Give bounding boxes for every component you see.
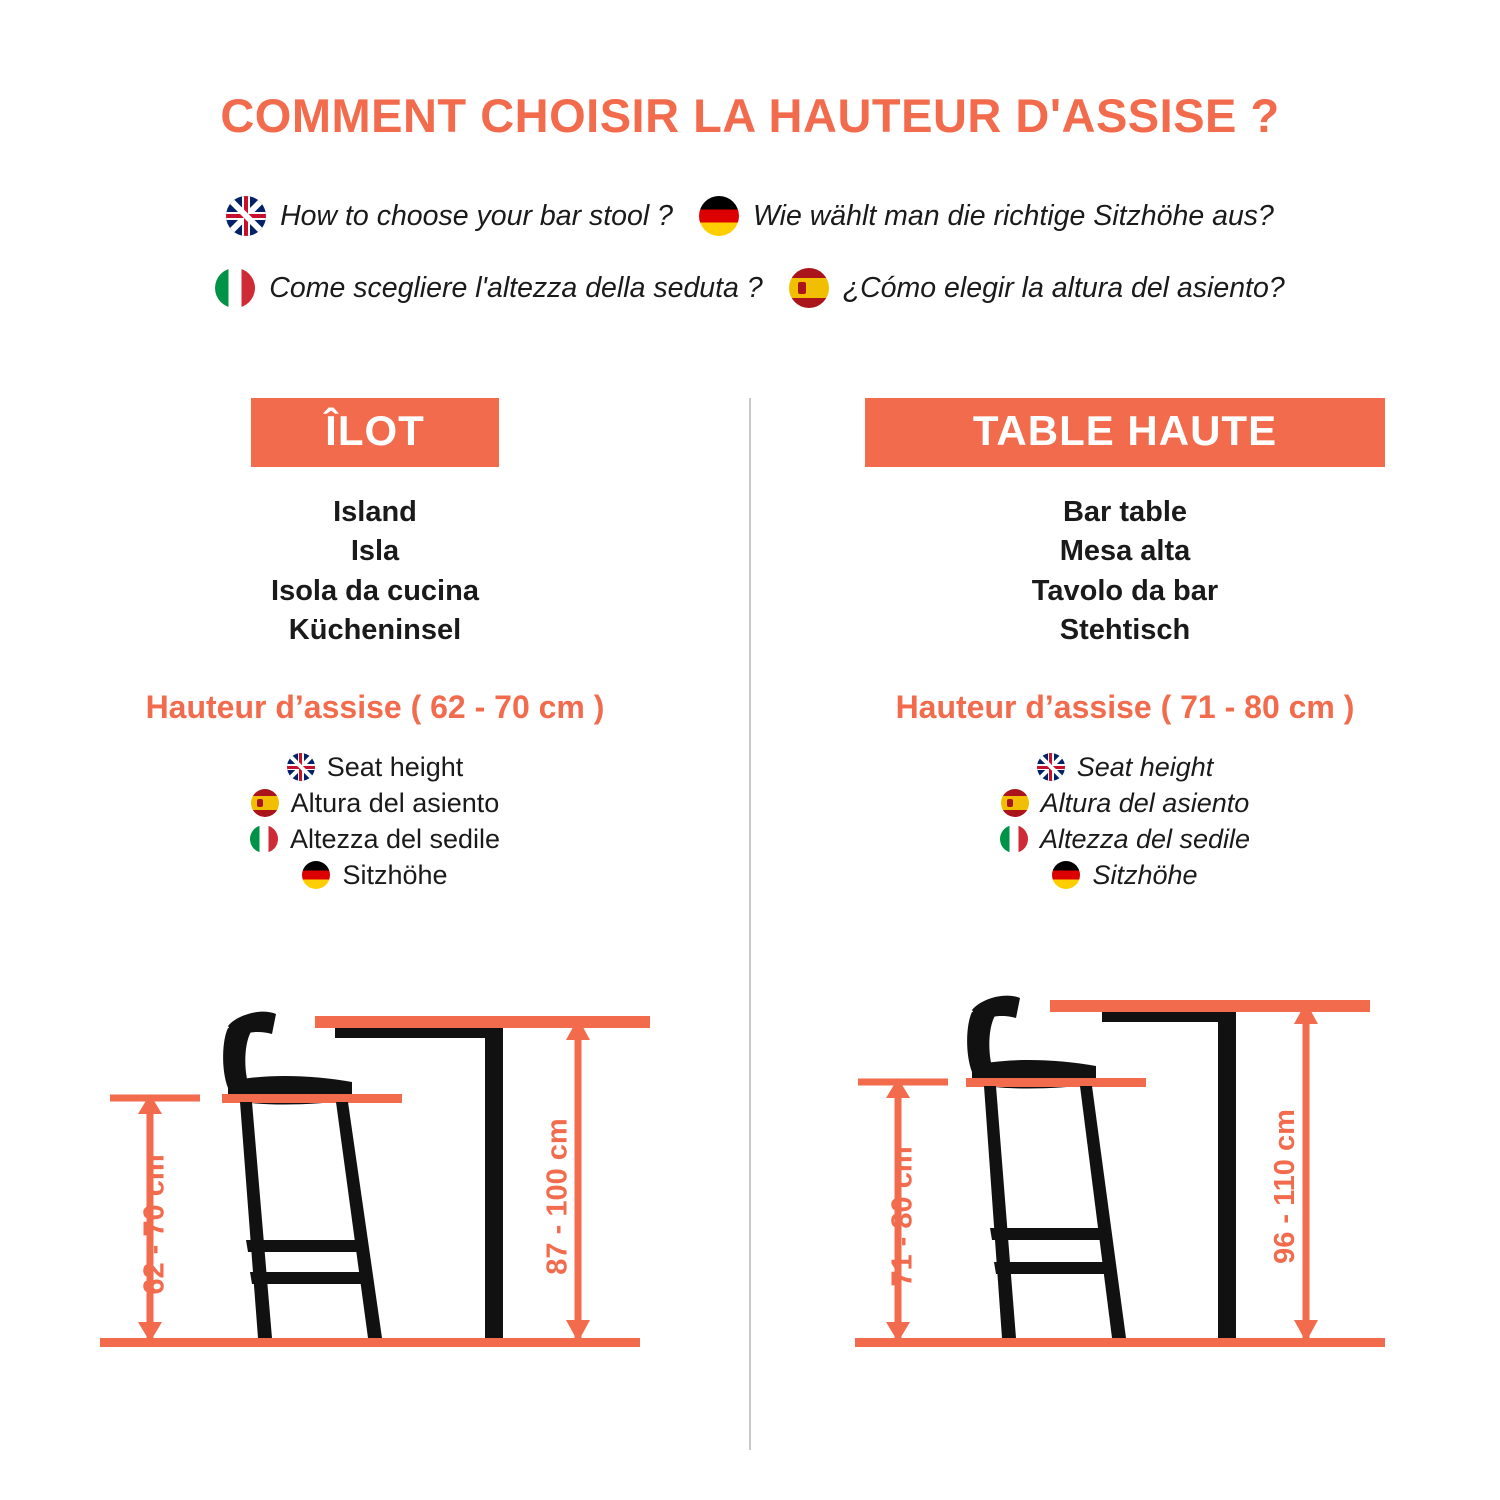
uk-flag-icon — [287, 753, 315, 781]
bar-table-diagram-svg — [750, 990, 1500, 1390]
language-item-english — [226, 196, 673, 236]
germany-flag-icon — [1052, 861, 1080, 889]
language-text-english: How to choose your bar stool ? — [280, 199, 673, 232]
seat-lang-row-english — [1037, 752, 1214, 783]
measure-seat-height-island: 62 - 70 cm — [138, 1154, 171, 1295]
spain-flag-icon — [789, 268, 829, 308]
uk-flag-icon — [226, 196, 266, 236]
column-badge-bar-table: TABLE HAUTE — [865, 398, 1385, 467]
language-text-german: Wie wählt man die richtige Sitzhöhe aus? — [752, 199, 1274, 232]
seat-lang-text: Altezza del sedile — [289, 823, 501, 854]
illustration-bar-table — [750, 990, 1500, 1390]
seat-height-languages-bar-table — [750, 752, 1500, 891]
italy-flag-icon — [250, 825, 278, 853]
spain-flag-icon — [251, 789, 279, 817]
language-row-2 — [0, 268, 1500, 308]
seat-lang-row-italian — [1000, 824, 1250, 855]
seat-height-title-island: Hauteur d’assise ( 62 - 70 cm ) — [145, 688, 605, 725]
subtitle-line: Bar table — [1062, 496, 1188, 528]
page-title: COMMENT CHOISIR LA HAUTEUR D'ASSISE ? — [220, 89, 1280, 142]
subtitle-line: Mesa alta — [1059, 535, 1191, 568]
seat-lang-text: Altura del asiento — [1040, 787, 1250, 818]
column-subtitles-bar-table — [750, 493, 1500, 651]
germany-flag-icon — [302, 861, 330, 889]
spain-flag-icon — [1001, 789, 1029, 817]
germany-flag-icon — [699, 196, 739, 236]
column-badge-island: ÎLOT — [251, 398, 499, 467]
measure-table-height-bar-table: 96 - 110 cm — [1268, 1109, 1301, 1264]
uk-flag-icon — [1037, 753, 1065, 781]
seat-lang-row-spanish — [1001, 788, 1250, 819]
seat-lang-row-italian — [250, 824, 500, 855]
language-text-italian: Come scegliere l'altezza della seduta ? — [269, 271, 763, 304]
italy-flag-icon — [1000, 825, 1028, 853]
seat-lang-row-german — [302, 860, 447, 891]
island-diagram-svg — [0, 990, 750, 1390]
column-subtitles-island — [0, 493, 750, 651]
seat-lang-text: Sitzhöhe — [1092, 859, 1198, 890]
subtitle-line: Tavolo da bar — [1031, 574, 1219, 607]
measure-seat-height-bar-table: 71 - 80 cm — [886, 1146, 919, 1287]
language-text-spanish: ¿Cómo elegir la altura del asiento? — [842, 271, 1285, 304]
seat-lang-text: Altura del asiento — [290, 787, 500, 818]
seat-lang-row-german — [1052, 860, 1197, 891]
subtitle-line: Island — [333, 496, 417, 528]
seat-lang-text: Sitzhöhe — [342, 859, 448, 890]
seat-lang-text: Altezza del sedile — [1039, 823, 1251, 854]
subtitle-line: Stehtisch — [1059, 614, 1191, 647]
subtitle-line: Isla — [350, 535, 400, 568]
seat-lang-text: Seat height — [1076, 751, 1214, 782]
italy-flag-icon — [215, 268, 255, 308]
seat-lang-row-english — [287, 752, 464, 783]
illustration-island — [0, 990, 750, 1390]
seat-lang-text: Seat height — [326, 751, 464, 782]
language-item-german — [699, 196, 1274, 236]
subtitle-line: Kücheninsel — [288, 614, 462, 647]
subtitle-line: Isola da cucina — [271, 574, 479, 607]
language-item-spanish — [789, 268, 1285, 308]
measure-table-height-island: 87 - 100 cm — [541, 1118, 574, 1275]
seat-height-title-bar-table: Hauteur d’assise ( 71 - 80 cm ) — [895, 688, 1355, 725]
language-item-italian — [215, 268, 762, 308]
column-bar-table — [750, 398, 1500, 891]
language-row-1 — [0, 196, 1500, 236]
seat-lang-row-spanish — [251, 788, 500, 819]
seat-height-languages-island — [0, 752, 750, 891]
column-island — [0, 398, 750, 891]
